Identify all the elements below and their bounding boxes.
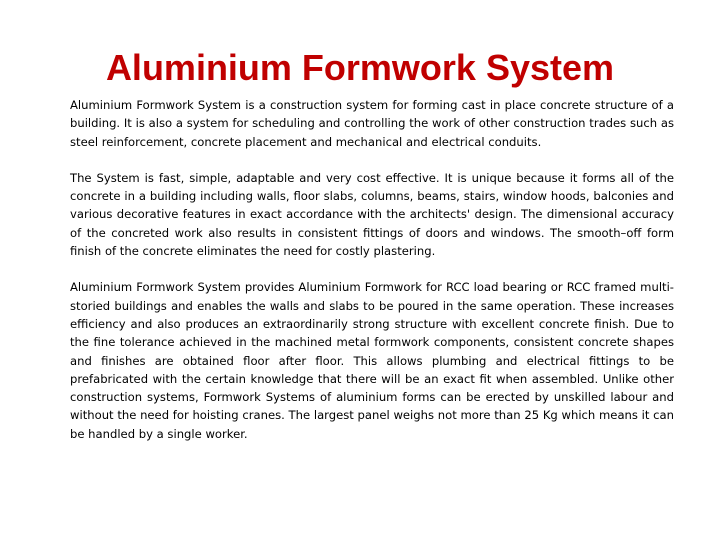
paragraph-applications: Aluminium Formwork System provides Aluminium Formwork for RCC load bearing or RCC framed multi-storied buildings and enables the walls and slabs to be poured in the same operation. These increases efficiency and also produces an extraordinarily strong structure with excellent concrete finish. Due to the fine tolerance achieved in the machined metal formwork components, consistent concrete shapes and finishes are obtained floor after floor. This allows plumbing and electrical fittings to be prefabricated with the certain knowledge that there will be an exact fit when assembled. Unlike other construction systems, Formwork Systems of aluminium forms can be erected by unskilled labour and without the need for hoisting cranes. The largest panel weighs not more than 25 Kg which means it can be handled by a single worker. [70,280,674,441]
slide-body [70,96,674,443]
paragraph-intro: Aluminium Formwork System is a construction system for forming cast in place concrete structure of a building. It is also a system for scheduling and controlling the work of other construction trades such as steel reinforcement, concrete placement and mechanical and electrical conduits. [70,98,674,149]
paragraph-benefits: The System is fast, simple, adaptable and very cost effective. It is unique because it forms all of the concrete in a building including walls, floor slabs, columns, beams, stairs, window hoods, balconies and various decorative features in exact accordance with the architects' design. The dimensional accuracy of the concreted work also results in consistent fittings of doors and windows. The smooth–off form finish of the concrete eliminates the need for costly plastering. [70,170,674,259]
slide-title: Aluminium Formwork System [105,47,615,88]
